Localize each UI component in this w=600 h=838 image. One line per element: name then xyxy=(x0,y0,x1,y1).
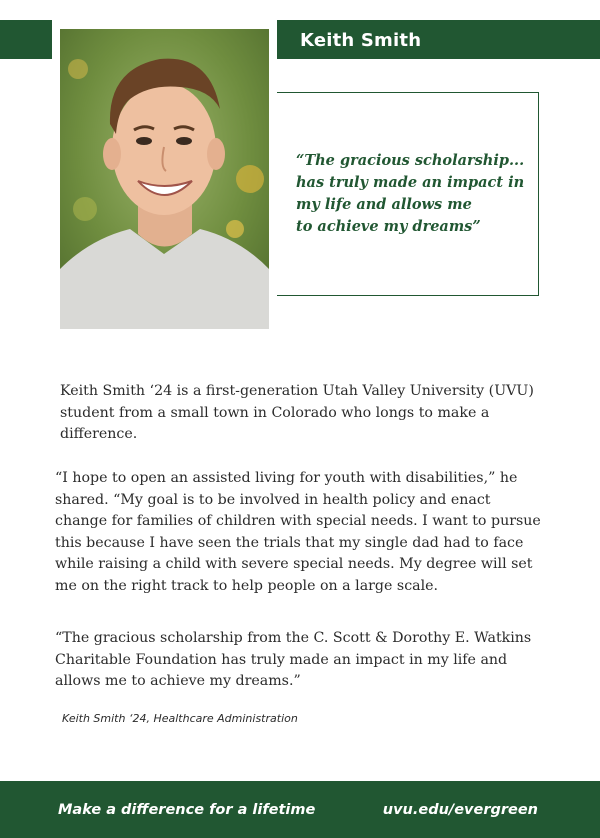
footer-tagline: Make a difference for a lifetime xyxy=(58,802,316,818)
student-name-title: Keith Smith xyxy=(300,30,422,51)
quote-attribution: Keith Smith ‘24, Healthcare Administration xyxy=(62,712,298,725)
intro-paragraph: Keith Smith ‘24 is a first-generation Utah Valley University (UVU) student from a small town in Colorado who longs to make a difference. xyxy=(60,383,534,442)
portrait-illustration xyxy=(60,29,269,329)
footer-url-link[interactable]: uvu.edu/evergreen xyxy=(382,802,538,818)
student-portrait xyxy=(60,29,269,329)
goal-paragraph: “I hope to open an assisted living for youth with disabilities,” he shared. “My goal is to be involved in health policy and enact change for families of children with special needs. I want to pursue this because I have seen the trials that my single dad had to face while raising a child with severe special needs. My degree will set me on the right track to help people on a large scale. xyxy=(55,470,541,594)
pull-quote: “The gracious scholarship... has truly made an impact in my life and allows me to achieve my dreams” xyxy=(296,152,525,235)
scholarship-quote-paragraph: “The gracious scholarship from the C. Scott & Dorothy E. Watkins Charitable Foundation has truly made an impact in my life and allows me to achieve my dreams.” xyxy=(55,630,532,689)
